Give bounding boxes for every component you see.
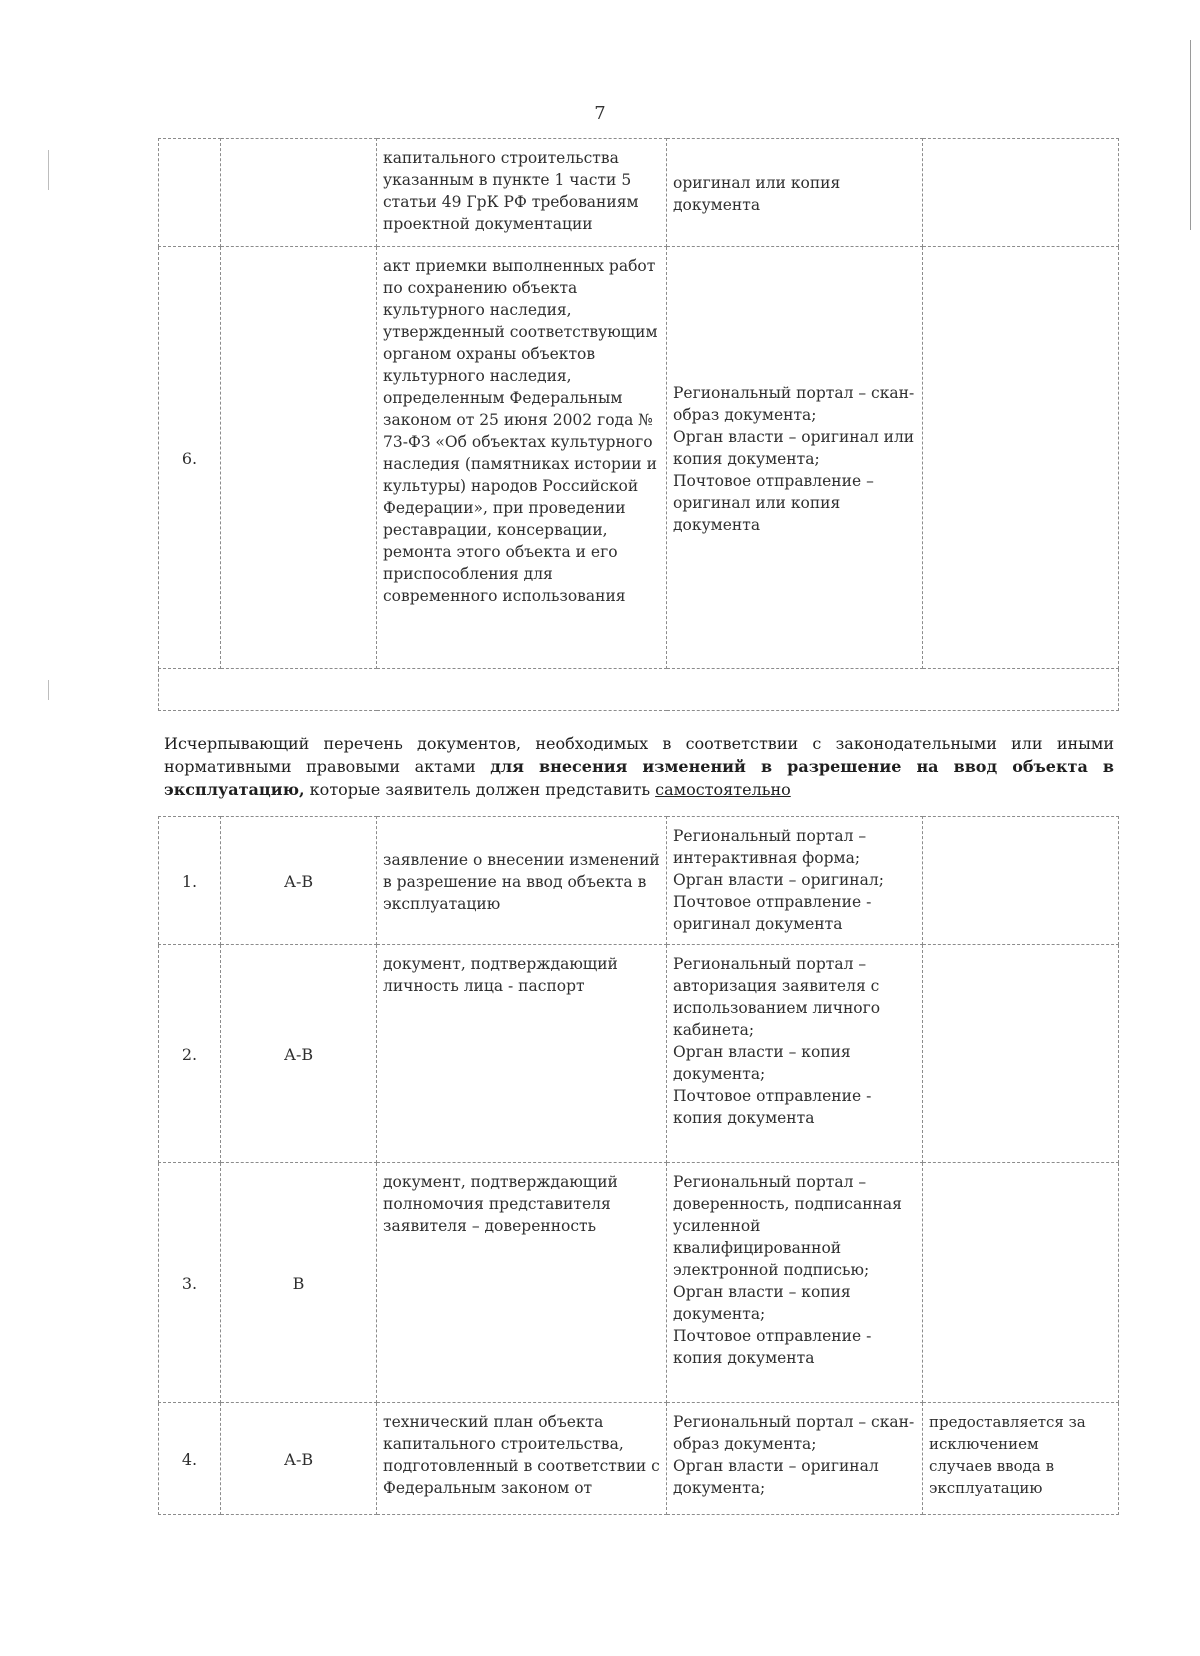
note — [923, 247, 1119, 669]
row-number: 3. — [159, 1163, 221, 1403]
note: предоставляется за исключением случаев ввода в эксплуатацию — [923, 1403, 1119, 1515]
applicant-category: А-В — [221, 817, 377, 945]
row-number — [159, 139, 221, 247]
row-number: 1. — [159, 817, 221, 945]
applicant-category — [221, 247, 377, 669]
document-name: акт приемки выполненных работ по сохранению объекта культурного наследия, утвержденный соответствующим органом охраны объектов культурного наследия, определенным Федеральным законом от 25 июня 2002 года № 73-ФЗ «Об объектах культурного наследия (памятниках истории и культуры) народов Российской Федерации», при проведении реставрации, консервации, ремонта этого объекта и его приспособления для современного использования — [377, 247, 667, 669]
applicant-category — [221, 139, 377, 247]
table-row — [159, 1403, 1119, 1515]
table-row — [159, 945, 1119, 1163]
note — [923, 945, 1119, 1163]
submission-form: Региональный портал – скан- образ документа; Орган власти – оригинал документа; — [667, 1403, 923, 1515]
heading-bold-text: для внесения изменений в разрешение на ввод объекта в эксплуатацию, — [164, 757, 1114, 799]
documents-table — [158, 816, 1119, 1515]
submission-form: Региональный портал – интерактивная форма; Орган власти – оригинал; Почтовое отправление - оригинал документа — [667, 817, 923, 945]
submission-form: Региональный портал – скан- образ документа; Орган власти – оригинал или копия документа; Почтовое отправление – оригинал или копия документа — [667, 247, 923, 669]
document-name: документ, подтверждающий личность лица - паспорт — [377, 945, 667, 1163]
heading-underlined-text: самостоятельно — [655, 780, 791, 799]
scan-edge-mark — [1190, 40, 1191, 230]
table-row — [159, 1163, 1119, 1403]
note — [923, 139, 1119, 247]
row-number: 4. — [159, 1403, 221, 1515]
section-heading — [164, 732, 1114, 801]
document-name: технический план объекта капитального строительства, подготовленный в соответствии с Федеральным законом от — [377, 1403, 667, 1515]
document-name: капитального строительства указанным в пункте 1 части 5 статьи 49 ГрК РФ требованиям проектной документации — [377, 139, 667, 247]
scan-edge-mark — [48, 680, 49, 700]
table-row — [159, 139, 1119, 247]
spacer-cell — [159, 669, 1119, 711]
page-number: 7 — [594, 103, 606, 124]
applicant-category: А-В — [221, 945, 377, 1163]
table-spacer-row — [159, 669, 1119, 711]
applicant-category: В — [221, 1163, 377, 1403]
table-row — [159, 817, 1119, 945]
row-number: 2. — [159, 945, 221, 1163]
document-name: документ, подтверждающий полномочия представителя заявителя – доверенность — [377, 1163, 667, 1403]
scan-edge-mark — [48, 150, 49, 190]
heading-text: Исчерпывающий перечень документов, необходимых в соответствии с законодательными или иными нормативными правовыми актами — [164, 734, 1114, 776]
submission-form: оригинал или копия документа — [667, 139, 923, 247]
submission-form: Региональный портал – авторизация заявителя с использованием личного кабинета; Орган власти – копия документа; Почтовое отправление - копия документа — [667, 945, 923, 1163]
row-number: 6. — [159, 247, 221, 669]
documents-table-continued — [158, 138, 1119, 711]
document-name: заявление о внесении изменений в разрешение на ввод объекта в эксплуатацию — [377, 817, 667, 945]
heading-text: которые заявитель должен представить — [304, 780, 656, 799]
table-row — [159, 247, 1119, 669]
note — [923, 1163, 1119, 1403]
applicant-category: А-В — [221, 1403, 377, 1515]
submission-form: Региональный портал – доверенность, подписанная усиленной квалифицированной электронной подписью; Орган власти – копия документа; Почтовое отправление - копия документа — [667, 1163, 923, 1403]
note — [923, 817, 1119, 945]
